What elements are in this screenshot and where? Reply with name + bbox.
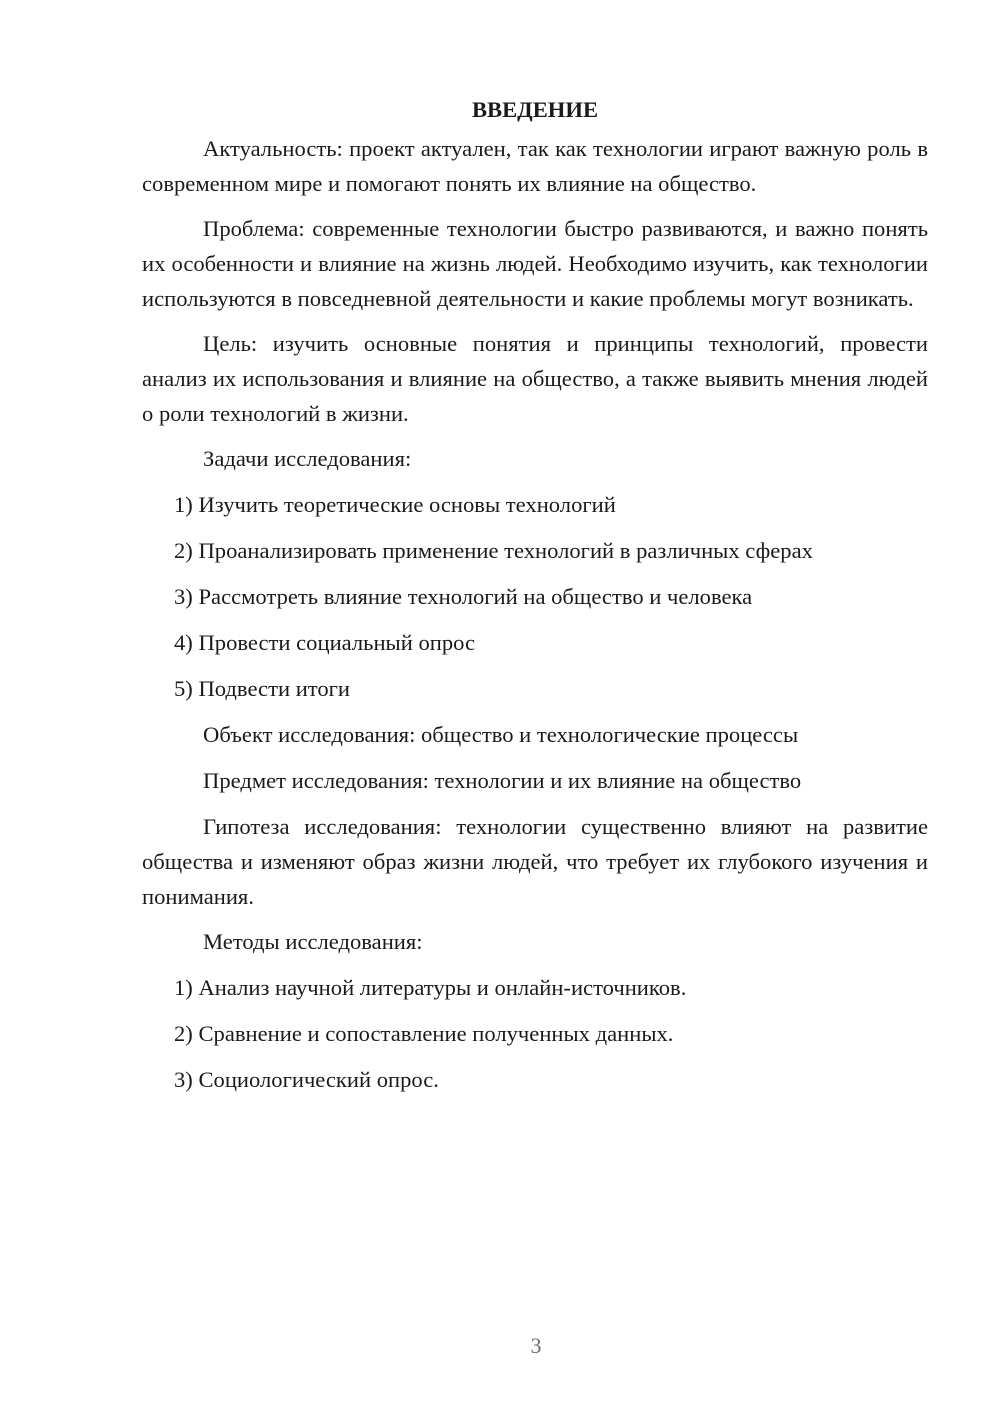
method-item: 1) Анализ научной литературы и онлайн-источников. xyxy=(174,975,687,1000)
section-heading: ВВЕДЕНИЕ xyxy=(471,97,599,122)
task-item: 4) Провести социальный опрос xyxy=(174,630,476,655)
research-subject: Предмет исследования: технологии и их влияние на общество xyxy=(203,768,802,793)
method-item: 2) Сравнение и сопоставление полученных данных. xyxy=(174,1021,674,1046)
task-item: 3) Рассмотреть влияние технологий на общество и человека xyxy=(174,584,753,609)
relevance-paragraph: Актуальность: проект актуален, так как технологии играют важную роль в современном мире и помогают понять их влияние на общество. xyxy=(142,136,928,196)
goal-paragraph: Цель: изучить основные понятия и принципы технологий, провести анализ их использования и влияние на общество, а также выявить мнения людей о роли технологий в жизни. xyxy=(142,331,928,426)
task-item: 5) Подвести итоги xyxy=(174,676,351,701)
methods-label: Методы исследования: xyxy=(203,929,423,954)
page-number: 3 xyxy=(530,1333,542,1358)
hypothesis-paragraph: Гипотеза исследования: технологии существенно влияют на развитие общества и изменяют образ жизни людей, что требует их глубокого изучения и понимания. xyxy=(142,814,928,909)
task-item: 1) Изучить теоретические основы технологий xyxy=(174,492,616,517)
problem-paragraph: Проблема: современные технологии быстро развиваются, и важно понять их особенности и влияние на жизнь людей. Необходимо изучить, как технологии используются в повседневной деятельности и какие проблемы могут возникать. xyxy=(142,216,928,311)
tasks-label: Задачи исследования: xyxy=(203,446,412,471)
page-content xyxy=(142,92,928,1108)
task-item: 2) Проанализировать применение технологий в различных сферах xyxy=(174,538,813,563)
research-object: Объект исследования: общество и технологические процессы xyxy=(203,722,799,747)
method-item: 3) Социологический опрос. xyxy=(174,1067,439,1092)
